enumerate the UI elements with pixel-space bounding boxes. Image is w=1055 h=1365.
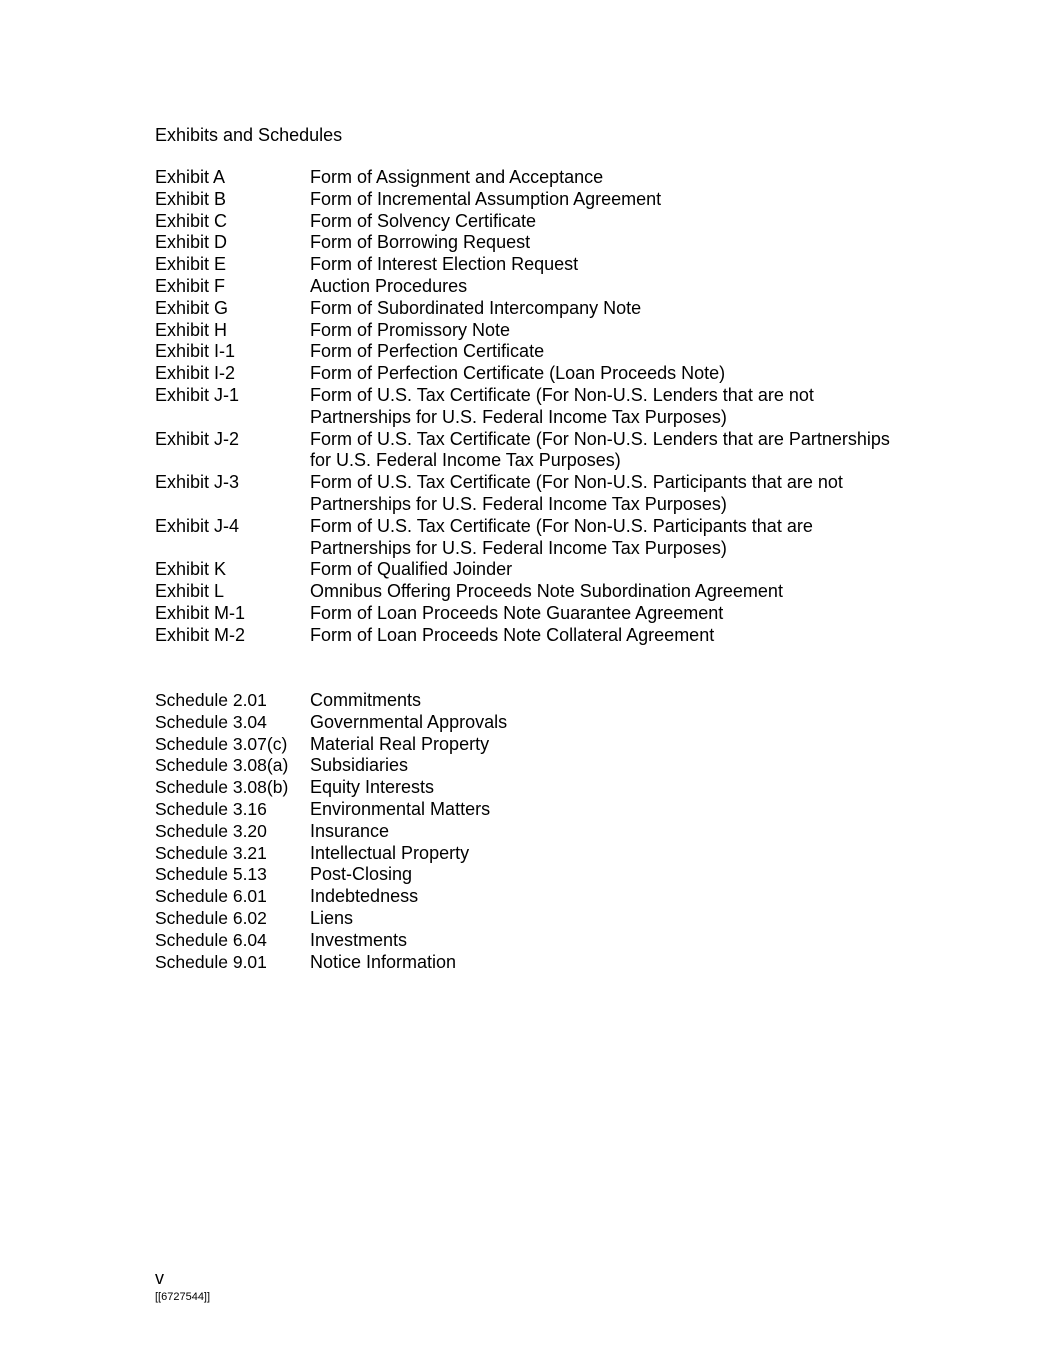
- page-number: v: [155, 1268, 164, 1288]
- schedule-row: [155, 799, 905, 821]
- exhibit-description: Form of U.S. Tax Certificate (For Non-U.S. Lenders that are Partnerships for U.S. Federal Income Tax Purposes): [310, 428, 890, 471]
- exhibit-description: Form of U.S. Tax Certificate (For Non-U.S. Participants that are Partnerships for U.S. Federal Income Tax Purposes): [310, 515, 813, 558]
- schedule-label: Schedule 6.04: [155, 929, 267, 950]
- exhibit-label: Exhibit G: [155, 297, 229, 318]
- exhibit-label: Exhibit F: [155, 275, 226, 296]
- exhibit-label: Exhibit D: [155, 232, 228, 253]
- exhibit-row: [155, 516, 905, 560]
- exhibit-description: Form of Loan Proceeds Note Collateral Agreement: [310, 624, 715, 645]
- exhibit-description: Form of Promissory Note: [310, 319, 511, 340]
- schedule-label: Schedule 9.01: [155, 951, 267, 972]
- exhibit-label: Exhibit M-2: [155, 624, 246, 645]
- exhibit-label: Exhibit I-1: [155, 341, 236, 362]
- exhibit-label: Exhibit C: [155, 210, 228, 231]
- document-id: [[6727544]]: [155, 1291, 211, 1303]
- page-title: Exhibits and Schedules: [155, 125, 343, 145]
- exhibits-list: [155, 167, 905, 647]
- schedule-label: Schedule 3.08(b): [155, 777, 289, 798]
- exhibit-label: Exhibit J-2: [155, 428, 240, 449]
- exhibit-label: Exhibit E: [155, 254, 227, 275]
- schedule-label: Schedule 6.01: [155, 886, 267, 907]
- exhibit-label: Exhibit H: [155, 319, 228, 340]
- exhibit-description: Form of Solvency Certificate: [310, 210, 537, 231]
- schedule-row: [155, 755, 905, 777]
- exhibit-description: Form of Assignment and Acceptance: [310, 167, 604, 187]
- schedule-row: [155, 690, 905, 712]
- exhibit-description: Form of Borrowing Request: [310, 232, 531, 253]
- schedule-label: Schedule 5.13: [155, 864, 267, 885]
- exhibit-description: Form of Interest Election Request: [310, 254, 579, 275]
- exhibit-row: [155, 189, 905, 211]
- schedule-row: [155, 821, 905, 843]
- schedule-description: Equity Interests: [310, 777, 435, 798]
- exhibit-label: Exhibit B: [155, 188, 227, 209]
- schedule-label: Schedule 2.01: [155, 690, 267, 710]
- exhibit-description: Form of Loan Proceeds Note Guarantee Agreement: [310, 602, 724, 623]
- exhibit-row: [155, 298, 905, 320]
- exhibit-row: [155, 167, 905, 189]
- exhibit-row: [155, 341, 905, 363]
- schedule-description: Material Real Property: [310, 733, 490, 754]
- exhibit-row: [155, 559, 905, 581]
- schedule-label: Schedule 3.04: [155, 711, 267, 732]
- schedule-description: Liens: [310, 907, 354, 928]
- exhibit-label: Exhibit I-2: [155, 363, 236, 384]
- exhibit-row: [155, 232, 905, 254]
- exhibit-row: [155, 276, 905, 298]
- exhibit-description: Form of U.S. Tax Certificate (For Non-U.S. Lenders that are not Partnerships for U.S. Federal Income Tax Purposes): [310, 384, 814, 427]
- schedule-description: Indebtedness: [310, 886, 419, 907]
- schedule-row: [155, 843, 905, 865]
- exhibit-label: Exhibit L: [155, 581, 225, 602]
- exhibit-label: Exhibit J-1: [155, 384, 240, 405]
- schedule-label: Schedule 3.16: [155, 798, 267, 819]
- schedule-description: Subsidiaries: [310, 755, 409, 776]
- schedules-list: [155, 690, 905, 973]
- exhibit-description: Form of Perfection Certificate (Loan Proceeds Note): [310, 363, 726, 384]
- exhibit-row: [155, 211, 905, 233]
- schedule-row: [155, 886, 905, 908]
- exhibit-description: Form of Perfection Certificate: [310, 341, 545, 362]
- schedule-description: Insurance: [310, 820, 390, 841]
- schedule-row: [155, 930, 905, 952]
- schedule-description: Investments: [310, 929, 408, 950]
- schedule-label: Schedule 3.08(a): [155, 755, 289, 776]
- exhibit-label: Exhibit M-1: [155, 602, 246, 623]
- schedule-description: Governmental Approvals: [310, 711, 508, 732]
- exhibit-row: [155, 254, 905, 276]
- schedule-description: Notice Information: [310, 951, 457, 972]
- exhibit-row: [155, 320, 905, 342]
- exhibit-description: Form of U.S. Tax Certificate (For Non-U.S. Participants that are not Partnerships for U.S. Federal Income Tax Purposes): [310, 472, 843, 514]
- schedule-description: Post-Closing: [310, 864, 413, 885]
- exhibit-row: [155, 603, 905, 625]
- schedule-description: Commitments: [310, 690, 422, 710]
- exhibit-row: [155, 472, 905, 516]
- exhibit-description: Form of Incremental Assumption Agreement: [310, 188, 662, 209]
- exhibit-label: Exhibit A: [155, 167, 226, 187]
- exhibit-description: Form of Qualified Joinder: [310, 559, 513, 580]
- exhibit-label: Exhibit J-3: [155, 472, 240, 493]
- schedule-label: Schedule 3.20: [155, 820, 267, 841]
- exhibit-row: [155, 385, 905, 429]
- schedule-description: Environmental Matters: [310, 798, 491, 819]
- exhibit-row: [155, 429, 905, 473]
- schedule-row: [155, 864, 905, 886]
- schedule-row: [155, 952, 905, 974]
- schedule-row: [155, 734, 905, 756]
- schedule-label: Schedule 3.21: [155, 842, 267, 863]
- exhibit-description: Auction Procedures: [310, 275, 468, 296]
- exhibit-label: Exhibit K: [155, 559, 227, 580]
- exhibit-label: Exhibit J-4: [155, 515, 240, 536]
- exhibit-row: [155, 363, 905, 385]
- exhibit-description: Omnibus Offering Proceeds Note Subordination Agreement: [310, 581, 783, 602]
- exhibit-row: [155, 625, 905, 647]
- schedule-row: [155, 908, 905, 930]
- schedule-label: Schedule 6.02: [155, 907, 267, 928]
- schedule-row: [155, 777, 905, 799]
- exhibit-description: Form of Subordinated Intercompany Note: [310, 297, 642, 318]
- schedule-row: [155, 712, 905, 734]
- schedule-description: Intellectual Property: [310, 842, 470, 863]
- schedule-label: Schedule 3.07(c): [155, 733, 288, 754]
- exhibit-row: [155, 581, 905, 603]
